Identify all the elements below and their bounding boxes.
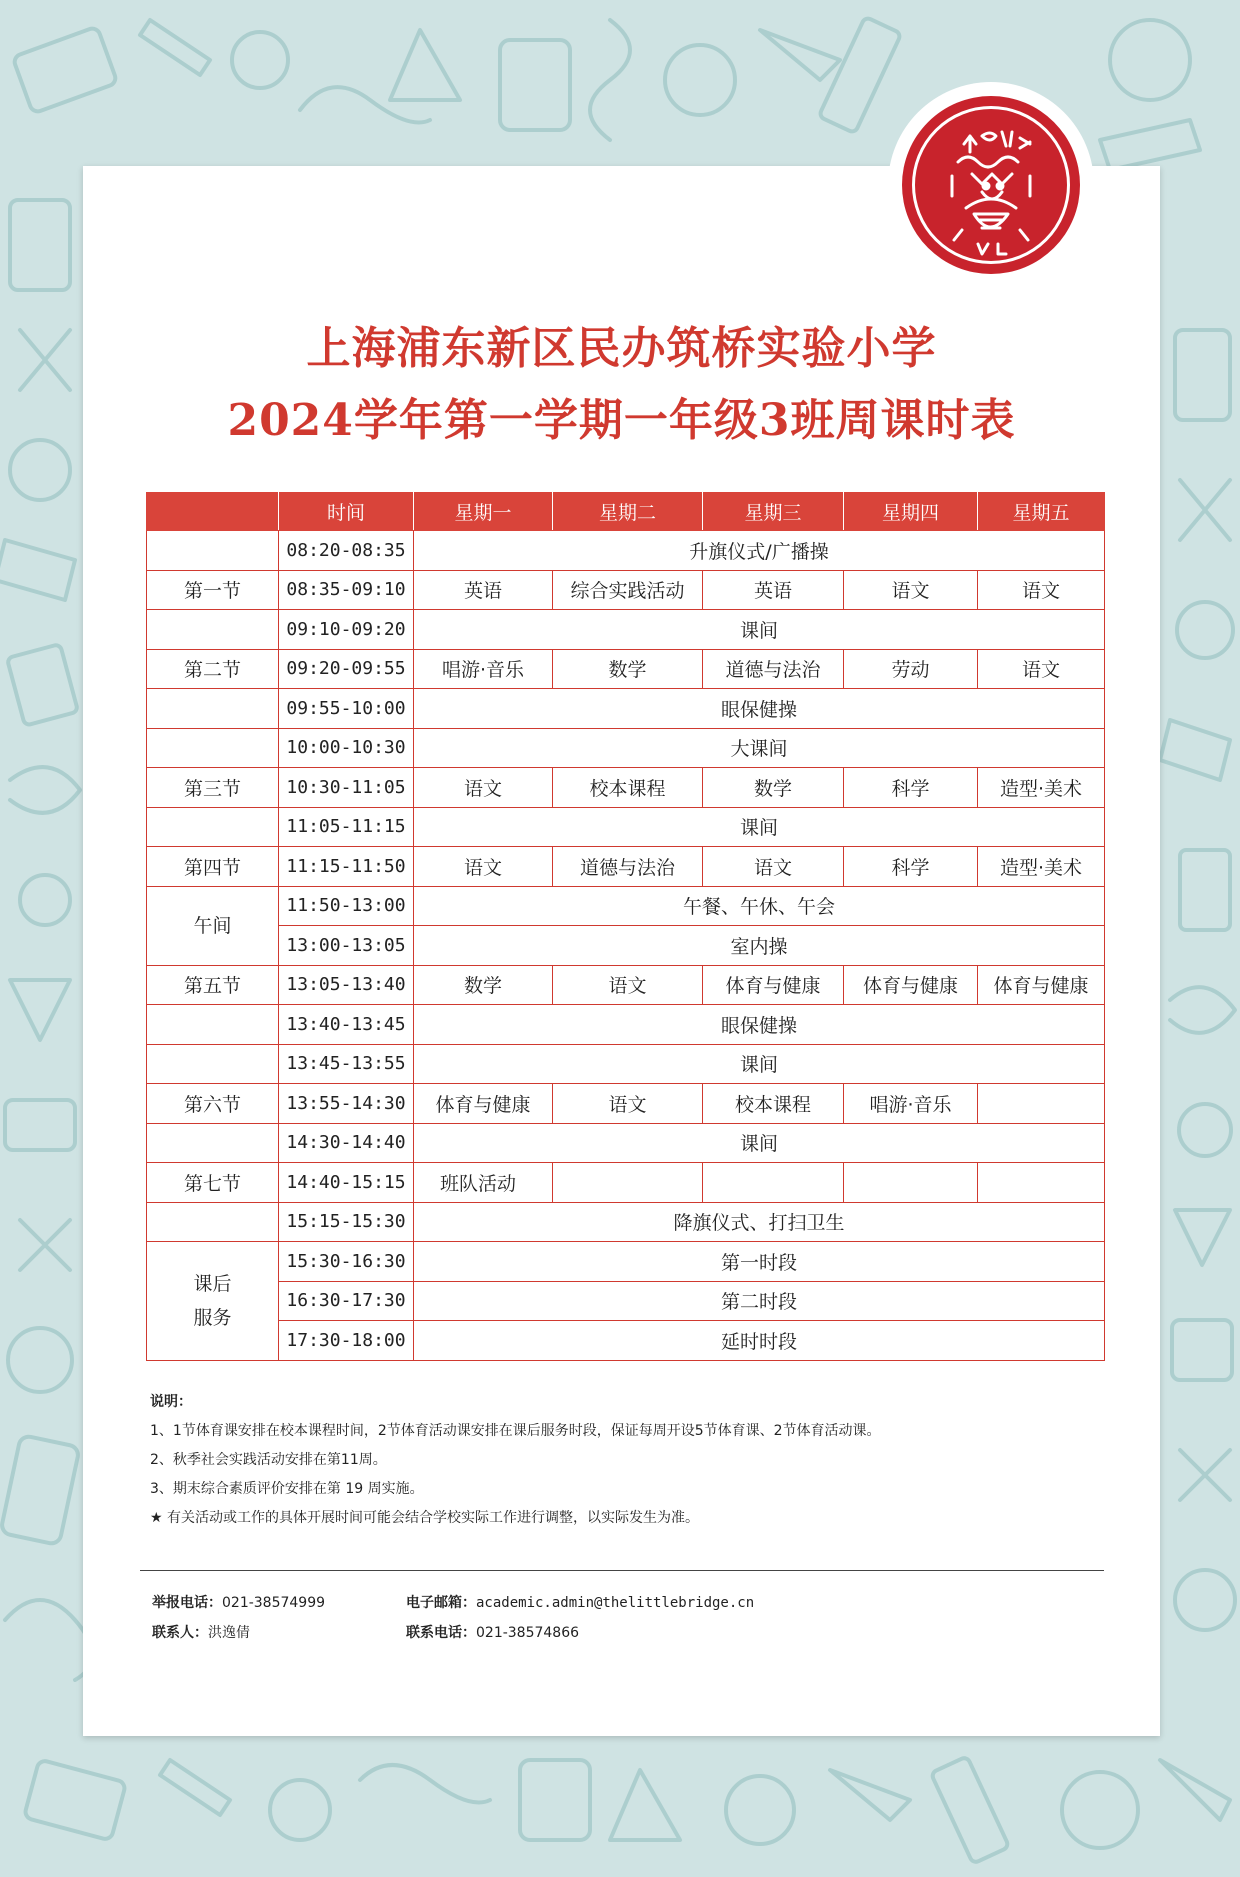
time-cell: 13:40-13:45 [279,1005,414,1045]
activity-cell: 延时时段 [414,1321,1105,1361]
subject-cell: 造型·美术 [978,847,1105,887]
subject-cell: 语文 [844,570,978,610]
time-cell: 15:15-15:30 [279,1202,414,1242]
timetable-row [147,610,1105,650]
time-cell: 17:30-18:00 [279,1321,414,1361]
timetable-row [147,886,1105,926]
subject-cell [978,1084,1105,1124]
page-title-timetable: 2024学年第一学期一年级3班周课时表 [227,395,1016,446]
period-cell: 第三节 [147,768,279,808]
subject-cell [703,1163,844,1203]
subject-cell: 英语 [703,570,844,610]
timetable-row [147,847,1105,887]
timetable-row [147,531,1105,571]
time-cell: 11:15-11:50 [279,847,414,887]
header-blank [147,493,279,531]
period-cell [147,728,279,768]
time-cell: 08:20-08:35 [279,531,414,571]
header-friday: 星期五 [978,493,1105,531]
timetable-row [147,965,1105,1005]
activity-cell: 眼保健操 [414,1005,1105,1045]
subject-cell: 数学 [553,649,703,689]
subject-cell: 数学 [414,965,553,1005]
time-cell: 13:05-13:40 [279,965,414,1005]
time-cell: 14:30-14:40 [279,1123,414,1163]
header-thursday: 星期四 [844,493,978,531]
activity-cell: 第一时段 [414,1242,1105,1282]
contact-person-value: 洪逸倩 [208,1625,250,1641]
timetable-row [147,1202,1105,1242]
activity-cell: 室内操 [414,926,1105,966]
contact-person [152,1622,250,1642]
activity-cell: 午餐、午休、午会 [414,886,1105,926]
timetable-row [147,1321,1105,1361]
subject-cell: 体育与健康 [703,965,844,1005]
period-cell [147,689,279,729]
subject-cell: 英语 [414,570,553,610]
period-cell: 第五节 [147,965,279,1005]
email-value[interactable]: academic.admin@thelittlebridge.cn [476,1595,755,1611]
timetable-row [147,1163,1105,1203]
note-item: 2、秋季社会实践活动安排在第11周。 [150,1452,387,1468]
email-contact [406,1592,754,1612]
period-cell [147,531,279,571]
time-cell: 15:30-16:30 [279,1242,414,1282]
period-cell [147,1202,279,1242]
period-cell [147,1044,279,1084]
subject-cell: 班队活动 [414,1163,553,1203]
subject-cell: 体育与健康 [414,1084,553,1124]
subject-cell: 语文 [978,649,1105,689]
time-cell: 09:55-10:00 [279,689,414,729]
note-item: 3、期末综合素质评价安排在第 19 周实施。 [150,1481,424,1497]
timetable-header-row [147,493,1105,531]
seal-ring [912,106,1070,264]
header-time: 时间 [279,493,414,531]
report-phone [152,1592,325,1612]
subject-cell: 道德与法治 [703,649,844,689]
timetable-body [147,531,1105,1361]
contact-phone-value: 021-38574866 [476,1625,580,1641]
time-cell: 14:40-15:15 [279,1163,414,1203]
subject-cell: 造型·美术 [978,768,1105,808]
contact-phone-label: 联系电话： [406,1625,476,1641]
subject-cell: 体育与健康 [978,965,1105,1005]
report-phone-label: 举报电话： [152,1595,222,1611]
activity-cell: 第二时段 [414,1281,1105,1321]
period-cell: 午间 [147,886,279,965]
subject-cell: 体育与健康 [844,965,978,1005]
period-cell: 第七节 [147,1163,279,1203]
activity-cell: 眼保健操 [414,689,1105,729]
note-item: 1、1节体育课安排在校本课程时间，2节体育活动课安排在课后服务时段，保证每周开设5节体育课、2节体育活动课。 [150,1423,881,1439]
time-cell: 08:35-09:10 [279,570,414,610]
subject-cell [553,1163,703,1203]
timetable-row [147,807,1105,847]
subject-cell [844,1163,978,1203]
subject-cell [978,1163,1105,1203]
time-cell: 10:30-11:05 [279,768,414,808]
activity-cell: 课间 [414,1044,1105,1084]
timetable-row [147,649,1105,689]
subject-cell: 道德与法治 [553,847,703,887]
note-item: ★ 有关活动或工作的具体开展时间可能会结合学校实际工作进行调整，以实际发生为准。 [150,1510,699,1526]
subject-cell: 劳动 [844,649,978,689]
subject-cell: 校本课程 [553,768,703,808]
header-monday: 星期一 [414,493,553,531]
activity-cell: 大课间 [414,728,1105,768]
contact-phone [406,1622,579,1642]
period-cell [147,1005,279,1045]
email-label: 电子邮箱： [406,1595,476,1611]
time-cell: 10:00-10:30 [279,728,414,768]
timetable-row [147,1084,1105,1124]
time-cell: 11:05-11:15 [279,807,414,847]
header-tuesday: 星期二 [553,493,703,531]
subject-cell: 语文 [703,847,844,887]
timetable-row [147,1123,1105,1163]
time-cell: 13:55-14:30 [279,1084,414,1124]
notes-heading: 说明： [150,1394,192,1410]
subject-cell: 综合实践活动 [553,570,703,610]
timetable-row [147,689,1105,729]
timetable-row [147,926,1105,966]
report-phone-value: 021-38574999 [222,1595,326,1611]
period-cell: 第一节 [147,570,279,610]
subject-cell: 校本课程 [703,1084,844,1124]
activity-cell: 升旗仪式/广播操 [414,531,1105,571]
period-cell: 第二节 [147,649,279,689]
period-cell [147,807,279,847]
notes-section [150,1388,1090,1533]
period-cell: 第六节 [147,1084,279,1124]
period-cell: 第四节 [147,847,279,887]
period-cell [147,610,279,650]
subject-cell: 数学 [703,768,844,808]
weekly-timetable [146,492,1105,1361]
activity-cell: 降旗仪式、打扫卫生 [414,1202,1105,1242]
period-cell [147,1123,279,1163]
activity-cell: 课间 [414,807,1105,847]
activity-cell: 课间 [414,610,1105,650]
timetable-row [147,1005,1105,1045]
subject-cell: 唱游·音乐 [844,1084,978,1124]
time-cell: 16:30-17:30 [279,1281,414,1321]
time-cell: 09:10-09:20 [279,610,414,650]
footer-divider [140,1570,1104,1571]
timetable-row [147,728,1105,768]
timetable-row [147,570,1105,610]
subject-cell: 语文 [553,1084,703,1124]
time-cell: 09:20-09:55 [279,649,414,689]
subject-cell: 语文 [978,570,1105,610]
timetable-row [147,1242,1105,1282]
subject-cell: 语文 [553,965,703,1005]
time-cell: 13:45-13:55 [279,1044,414,1084]
timetable-row [147,768,1105,808]
page-title-school: 上海浦东新区民办筑桥实验小学 [306,323,937,374]
subject-cell: 语文 [414,847,553,887]
header-wednesday: 星期三 [703,493,844,531]
period-cell: 课后 服务 [147,1242,279,1361]
time-cell: 11:50-13:00 [279,886,414,926]
timetable-row [147,1044,1105,1084]
timetable-row [147,1281,1105,1321]
time-cell: 13:00-13:05 [279,926,414,966]
contact-person-label: 联系人： [152,1625,208,1641]
subject-cell: 语文 [414,768,553,808]
subject-cell: 科学 [844,847,978,887]
subject-cell: 唱游·音乐 [414,649,553,689]
activity-cell: 课间 [414,1123,1105,1163]
subject-cell: 科学 [844,768,978,808]
